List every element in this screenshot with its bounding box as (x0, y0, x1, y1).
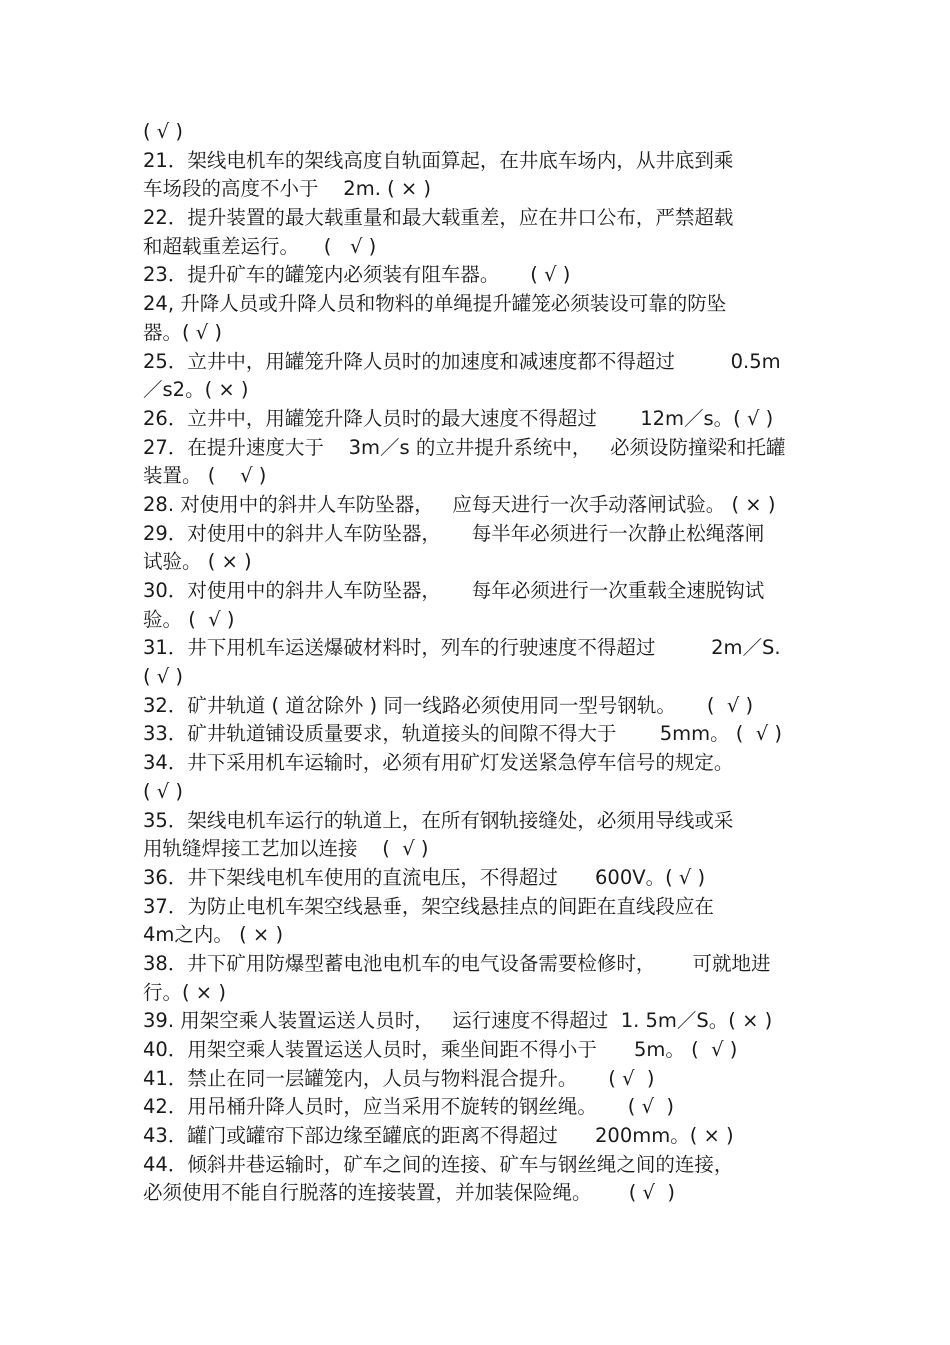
text-line: 35．架线电机车运行的轨道上，在所有钢轨接缝处，必须用导线或采 (143, 808, 734, 832)
text-line: 33．矿井轨道铺设质量要求，轨道接头的间隙不得大于 5mm。 ( √ ) (143, 722, 783, 746)
text-line: 40．用架空乘人装置运送人员时，乘坐间距不得小于 5m。 ( √ ) (143, 1038, 738, 1061)
text-line: 22．提升装置的最大载重量和最大载重差，应在井口公布，严禁超载 (143, 206, 734, 230)
text-line: 23．提升矿车的罐笼内必须装有阻车器。 ( √ ) (143, 263, 571, 287)
text-line: 车场段的高度不小于 2m. ( × ) (143, 177, 432, 201)
text-line: 25．立井中，用罐笼升降人员时的加速度和减速度都不得超过 0.5m (143, 349, 781, 373)
text-line: 和超载重差运行。 ( √ ) (143, 234, 377, 258)
text-line: 29．对使用中的斜井人车防坠器， 每半年必须进行一次静止松绳落闸 (143, 521, 765, 545)
text-line: 28. 对使用中的斜井人车防坠器， 应每天进行一次手动落闸试验。 ( × ) (143, 492, 776, 516)
text-line: 41．禁止在同一层罐笼内，人员与物料混合提升。 ( √ ) (143, 1066, 655, 1090)
text-line: 验。 ( √ ) (143, 607, 235, 631)
text-line: 44．倾斜井巷运输时，矿车之间的连接、矿车与钢丝绳之间的连接， (143, 1152, 734, 1176)
question-list (143, 118, 833, 1208)
text-line: ( √ ) (143, 779, 184, 803)
text-line: 用轨缝焊接工艺加以连接 ( √ ) (143, 837, 429, 861)
text-line: 39. 用架空乘人装置运送人员时， 运行速度不得超过 1. 5m／S。( × ) (143, 1009, 773, 1033)
text-line: ( √ ) (143, 120, 184, 143)
text-line: ( √ ) (143, 665, 184, 689)
text-line: 36．井下架线电机车使用的直流电压，不得超过 600V。( √ ) (143, 865, 706, 889)
text-line: 38．井下矿用防爆型蓄电池电机车的电气设备需要检修时， 可就地进 (143, 951, 771, 975)
text-line: 42．用吊桶升降人员时，应当采用不旋转的钢丝绳。 ( √ ) (143, 1095, 675, 1119)
text-line: 27．在提升速度大于 3m／s 的立井提升系统中， 必须设防撞梁和托罐 (143, 435, 786, 459)
text-line: 31．井下用机车运送爆破材料时，列车的行驶速度不得超过 2m／S. (143, 636, 781, 660)
text-line: 26．立井中，用罐笼升降人员时的最大速度不得超过 12m／s。( √ ) (143, 406, 774, 430)
text-line: 24, 升降人员或升降人员和物料的单绳提升罐笼必须装设可靠的防坠 (143, 292, 727, 316)
text-line: 32．矿井轨道 ( 道岔除外 ) 同一线路必须使用同一型号钢轨。 ( √ ) (143, 693, 754, 717)
text-line: 行。( × ) (143, 980, 226, 1004)
text-line: 4m之内。 ( × ) (143, 923, 284, 947)
text-line: 器。( √ ) (143, 320, 223, 344)
text-line: 37．为防止电机车架空线悬垂，架空线悬挂点的间距在直线段应在 (143, 894, 714, 918)
text-line: 34．井下采用机车运输时，必须有用矿灯发送紧急停车信号的规定。 (143, 751, 734, 775)
text-line: 必须使用不能自行脱落的连接装置，并加装保险绳。 ( √ ) (143, 1181, 675, 1205)
text-line: 装置。 ( √ ) (143, 464, 267, 488)
text-line: 试验。 ( × ) (143, 550, 252, 574)
text-line: ／s2。( × ) (143, 378, 249, 402)
text-line: 30．对使用中的斜井人车防坠器， 每年必须进行一次重载全速脱钩试 (143, 579, 765, 602)
text-line: 43．罐门或罐帘下部边缘至罐底的距离不得超过 200mm。( × ) (143, 1124, 734, 1148)
text-line: 21．架线电机车的架线高度自轨面算起，在井底车场内，从井底到乘 (143, 148, 734, 172)
